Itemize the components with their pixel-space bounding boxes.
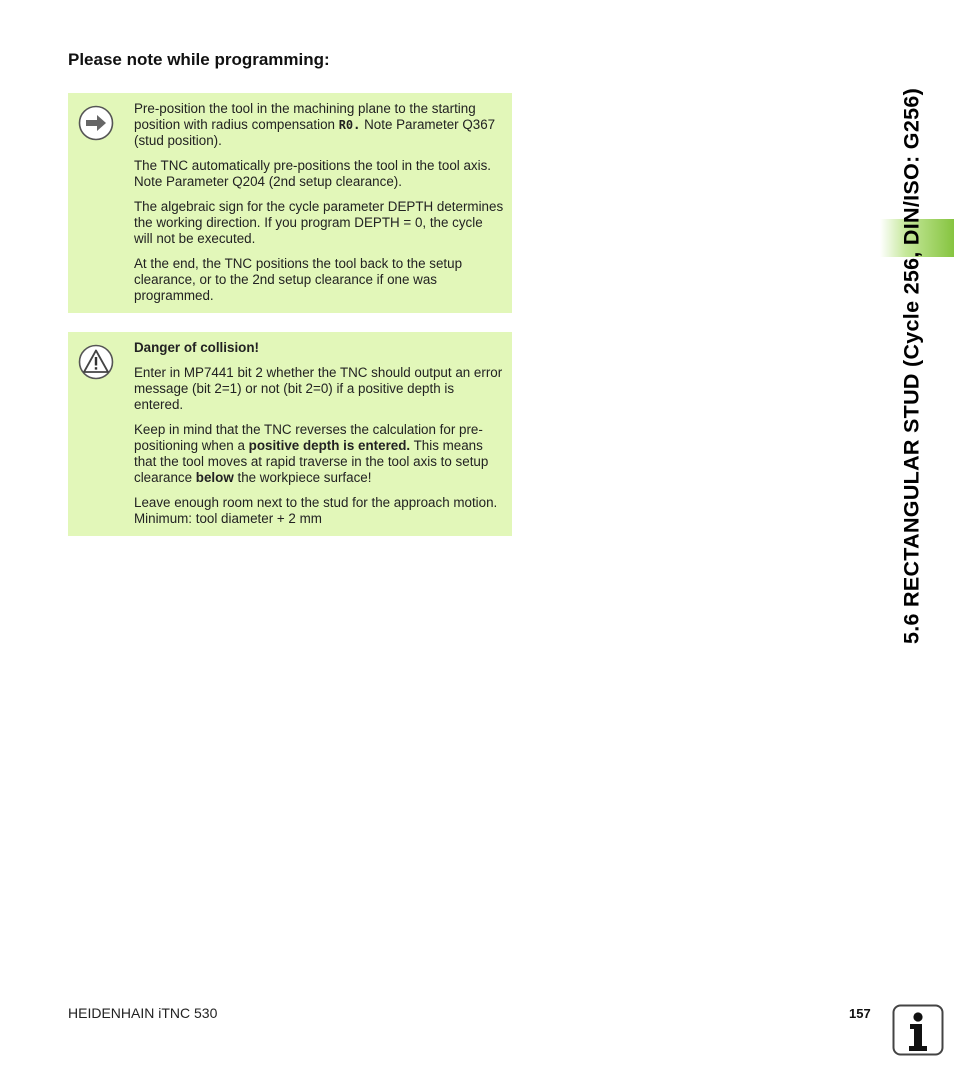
note-paragraph-2: The TNC automatically pre-positions the tool in the tool axis. Note Parameter Q204 (2nd setup clearance). — [134, 158, 492, 189]
warning-paragraph-1: Enter in MP7441 bit 2 whether the TNC should output an error message (bit 2=1) or not (bit 2=0) if a positive depth is entered. — [134, 365, 503, 412]
footer-manual-name: HEIDENHAIN iTNC 530 — [68, 1005, 218, 1021]
note-box — [68, 93, 512, 313]
section-heading: Please note while programming: — [68, 50, 330, 69]
side-chapter-title: 5.6 RECTANGULAR STUD (Cycle 256, DIN/ISO: G256) — [899, 87, 924, 645]
page-number: 157 — [849, 1006, 871, 1021]
arrow-right-icon — [78, 105, 114, 141]
note-paragraph-3: The algebraic sign for the cycle parameter DEPTH determines the working direction. If you program DEPTH = 0, the cycle will not be executed. — [134, 199, 504, 246]
warning-box — [68, 332, 512, 536]
warning-title: Danger of collision! — [134, 340, 259, 355]
info-icon — [892, 1004, 944, 1056]
warning-triangle-icon — [78, 344, 114, 380]
note-paragraph-4: At the end, the TNC positions the tool back to the setup clearance, or to the 2nd setup clearance if one was programmed. — [134, 256, 463, 303]
warning-paragraph-3: Leave enough room next to the stud for the approach motion. Minimum: tool diameter + 2 mm — [134, 495, 498, 526]
warning-paragraph-2: Keep in mind that the TNC reverses the calculation for pre-positioning when a positive depth is entered. This means that the tool moves at rapid traverse in the tool axis to setup clearance below the workpiece surface! — [134, 422, 489, 485]
note-paragraph-1: Pre-position the tool in the machining plane to the starting position with radius compensation R0. Note Parameter Q367 (stud position). — [134, 101, 496, 148]
radius-comp-code: R0. — [338, 118, 361, 132]
